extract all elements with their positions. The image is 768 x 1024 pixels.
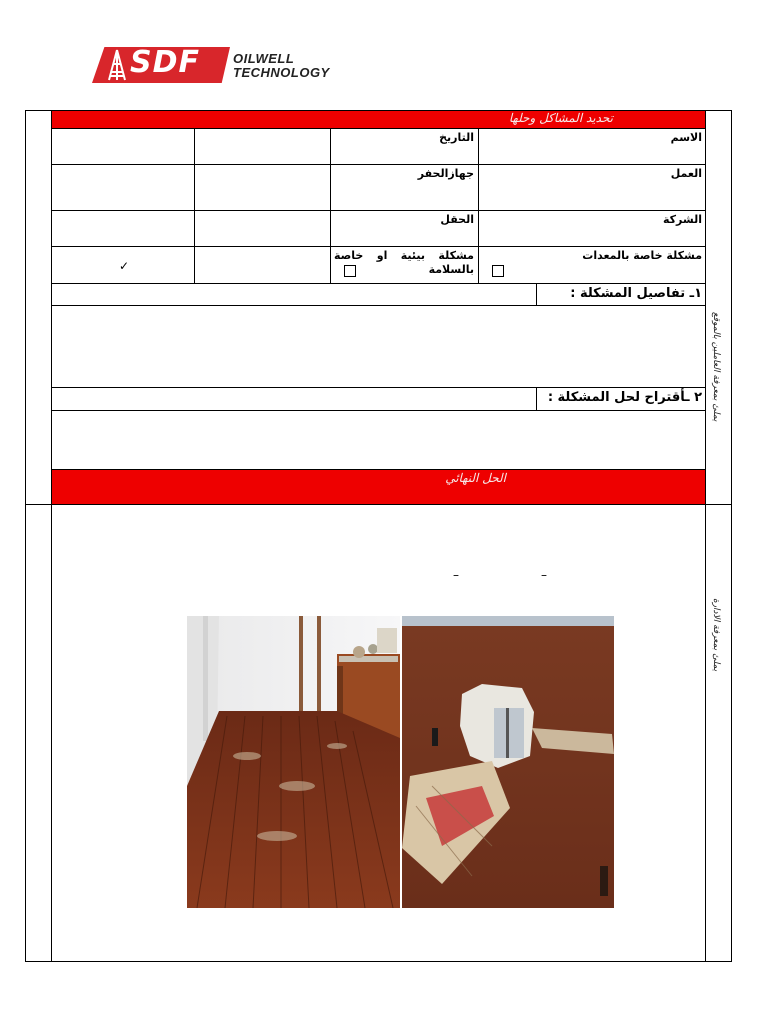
frame-left: [25, 110, 26, 962]
field-label: الحقل: [440, 213, 474, 226]
env-problem-checkbox[interactable]: [344, 265, 356, 277]
grid-v3: [478, 128, 479, 283]
side-label-site-workers: يملئ بمعرفة العاملين بالموقع: [711, 312, 721, 422]
grid-v1: [194, 128, 195, 283]
grid-h8: [51, 410, 706, 411]
frame-bottom: [25, 961, 732, 962]
frame-right: [731, 110, 732, 962]
side-label-management: يملئ بمعرفة الادارة: [711, 598, 721, 672]
damaged-wall-photo: [402, 616, 614, 908]
date-label: التاريخ: [439, 131, 474, 144]
grid-h2: [51, 164, 706, 165]
grid-h1: [51, 128, 706, 129]
section-divider: [25, 504, 732, 505]
logo-brand-text: SDF: [130, 45, 201, 80]
problem-details-title: ١ـ تفاصيل المشكلة :: [570, 286, 702, 301]
final-solution-band: [52, 470, 705, 504]
frame-inner-left: [51, 110, 52, 962]
frame-inner-right: [705, 110, 706, 962]
company-label: الشركة: [662, 213, 702, 226]
grid-h4: [51, 246, 706, 247]
grid-h3: [51, 210, 706, 211]
grid-v2: [330, 128, 331, 283]
equipment-problem-label: مشكلة خاصة بالمعدات: [582, 249, 702, 262]
rig-label: جهازالحفر: [417, 167, 474, 180]
final-solution-title: الحل النهائي: [445, 471, 506, 485]
solution-suggestion-title: ٢ ـأقتراح لحل المشكلة :: [547, 390, 702, 405]
logo-line1: OILWELL: [233, 51, 295, 66]
logo-line2: TECHNOLOGY: [233, 65, 330, 80]
grid-h6: [51, 305, 706, 306]
name-label: الاسم: [670, 131, 702, 144]
grid-v5: [536, 387, 537, 410]
work-label: العمل: [670, 167, 702, 180]
grid-v4: [536, 283, 537, 305]
header-title: تحديد المشاكل وحلها: [508, 111, 613, 125]
dash-mark-2: –: [541, 568, 547, 582]
grid-h7: [51, 387, 706, 388]
checkmark-icon: ✓: [119, 259, 130, 273]
damaged-floor-photo: [187, 616, 400, 908]
equipment-problem-checkbox[interactable]: [492, 265, 504, 277]
dash-mark-1: –: [453, 568, 459, 582]
grid-h5: [51, 283, 706, 284]
oil-derrick-icon: [106, 49, 128, 81]
env-problem-label: مشكلة بيئية او خاصة بالسلامة: [334, 249, 474, 276]
company-logo: [92, 44, 354, 86]
